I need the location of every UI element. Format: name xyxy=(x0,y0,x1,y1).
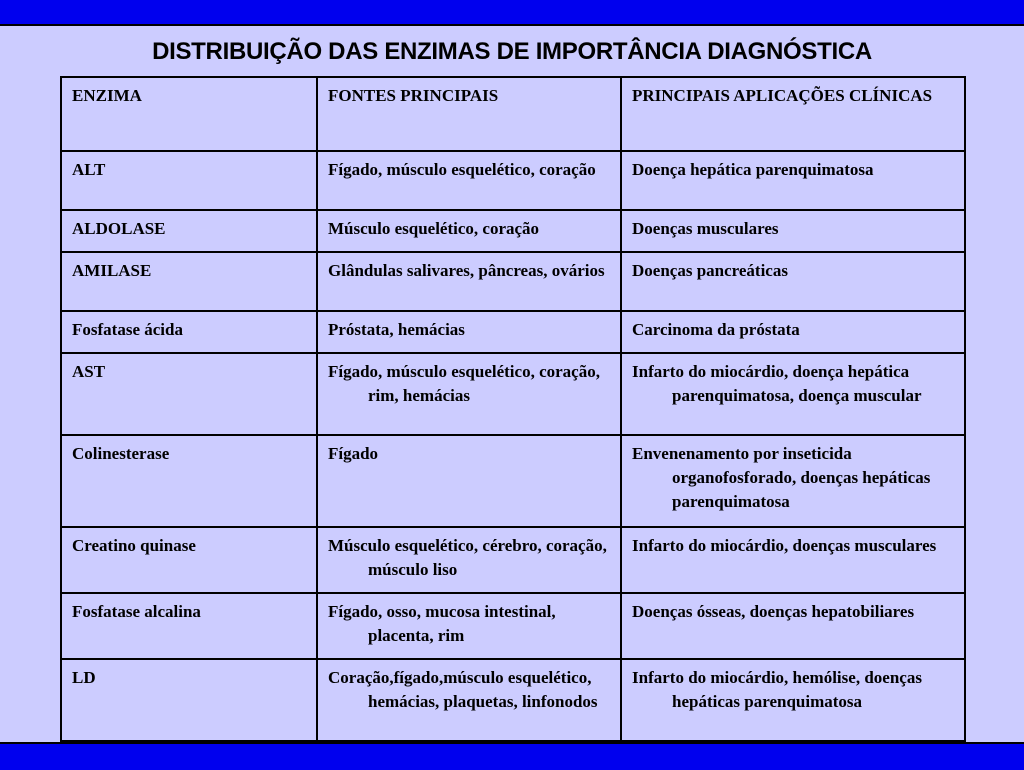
cell-enzima: LD xyxy=(61,659,317,741)
cell-aplicacoes: Doenças musculares xyxy=(621,210,965,252)
cell-fontes: Fígado, osso, mucosa intestinal, placenta, rim xyxy=(317,593,621,659)
header-cell-enzima: ENZIMA xyxy=(61,77,317,151)
cell-enzima: Creatino quinase xyxy=(61,527,317,593)
cell-aplicacoes: Envenenamento por inseticida organofosforado, doenças hepáticas parenquimatosa xyxy=(621,435,965,527)
table-row xyxy=(61,659,965,741)
cell-fontes: Fígado, músculo esquelético, coração xyxy=(317,151,621,210)
cell-enzima: ALDOLASE xyxy=(61,210,317,252)
cell-aplicacoes: Infarto do miocárdio, hemólise, doenças hepáticas parenquimatosa xyxy=(621,659,965,741)
cell-fontes: Fígado, músculo esquelético, coração, rim, hemácias xyxy=(317,353,621,435)
cell-aplicacoes: Infarto do miocárdio, doenças musculares xyxy=(621,527,965,593)
cell-aplicacoes: Carcinoma da próstata xyxy=(621,311,965,353)
cell-enzima: Fosfatase ácida xyxy=(61,311,317,353)
cell-aplicacoes: Doenças pancreáticas xyxy=(621,252,965,311)
cell-fontes: Músculo esquelético, cérebro, coração, músculo liso xyxy=(317,527,621,593)
cell-aplicacoes: Doenças ósseas, doenças hepatobiliares xyxy=(621,593,965,659)
table-row xyxy=(61,311,965,353)
cell-enzima: ALT xyxy=(61,151,317,210)
enzyme-table xyxy=(60,76,966,742)
table-row xyxy=(61,353,965,435)
cell-fontes: Próstata, hemácias xyxy=(317,311,621,353)
cell-fontes: Músculo esquelético, coração xyxy=(317,210,621,252)
bottom-bar xyxy=(0,742,1024,770)
cell-enzima: AST xyxy=(61,353,317,435)
table-row xyxy=(61,151,965,210)
table-row xyxy=(61,593,965,659)
cell-aplicacoes: Doença hepática parenquimatosa xyxy=(621,151,965,210)
cell-aplicacoes: Infarto do miocárdio, doença hepática parenquimatosa, doença muscular xyxy=(621,353,965,435)
cell-fontes: Glândulas salivares, pâncreas, ovários xyxy=(317,252,621,311)
table-row xyxy=(61,210,965,252)
cell-enzima: Fosfatase alcalina xyxy=(61,593,317,659)
cell-fontes: Coração,fígado,músculo esquelético, hemácias, plaquetas, linfonodos xyxy=(317,659,621,741)
header-cell-aplicacoes: PRINCIPAIS APLICAÇÕES CLÍNICAS xyxy=(621,77,965,151)
page-title: DISTRIBUIÇÃO DAS ENZIMAS DE IMPORTÂNCIA DIAGNÓSTICA xyxy=(152,38,872,65)
cell-enzima: AMILASE xyxy=(61,252,317,311)
cell-fontes: Fígado xyxy=(317,435,621,527)
table-row xyxy=(61,252,965,311)
top-bar xyxy=(0,0,1024,26)
table-row xyxy=(61,527,965,593)
header-cell-fontes: FONTES PRINCIPAIS xyxy=(317,77,621,151)
table-header-row xyxy=(61,77,965,151)
cell-enzima: Colinesterase xyxy=(61,435,317,527)
table-row xyxy=(61,435,965,527)
